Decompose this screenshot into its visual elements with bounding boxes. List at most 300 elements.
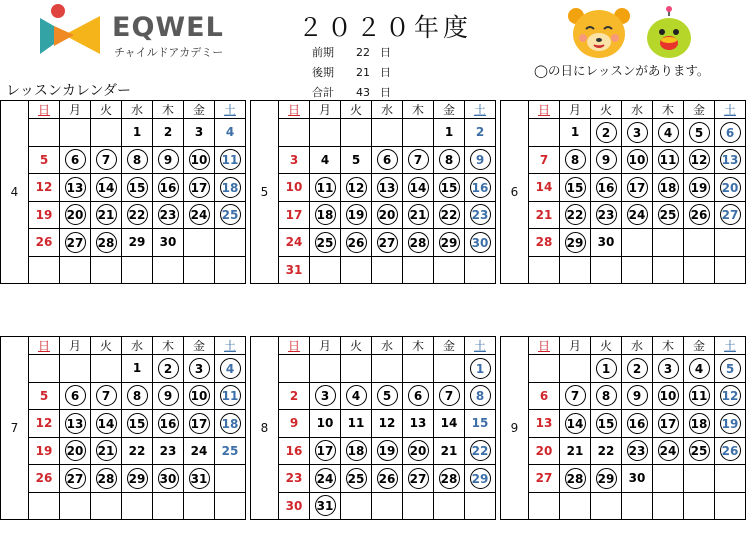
day-number: 30: [158, 468, 179, 489]
day-cell: [715, 201, 746, 229]
day-cell: [60, 465, 91, 493]
day-number: 22: [439, 204, 460, 225]
day-cell: [215, 256, 246, 284]
day-cell: [29, 119, 60, 147]
weekday-header: 金: [184, 337, 215, 355]
day-number: 6: [539, 388, 549, 403]
day-cell: [653, 492, 684, 520]
day-number: 17: [285, 207, 303, 222]
day-cell: [122, 492, 153, 520]
weekday-header: 土: [715, 337, 746, 355]
day-cell: [653, 355, 684, 383]
day-number: 17: [315, 440, 336, 461]
day-number: 9: [158, 149, 179, 170]
day-cell: [122, 119, 153, 147]
day-number: 2: [158, 358, 179, 379]
day-cell: [153, 229, 184, 257]
day-cell: [341, 382, 372, 410]
day-cell: [465, 174, 496, 202]
day-number: 20: [377, 204, 398, 225]
day-number: 11: [220, 149, 241, 170]
day-cell: [529, 119, 560, 147]
week-row: [251, 146, 496, 174]
week-row: [251, 256, 496, 284]
day-cell: [310, 382, 341, 410]
day-number: 6: [65, 149, 86, 170]
day-number: 17: [658, 413, 679, 434]
day-cell: [153, 174, 184, 202]
day-number: 1: [596, 358, 617, 379]
week-row: [1, 382, 246, 410]
day-cell: [215, 410, 246, 438]
day-cell: [279, 410, 310, 438]
day-cell: [279, 355, 310, 383]
week-row: [251, 201, 496, 229]
day-number: 26: [689, 204, 710, 225]
week-row: [501, 492, 746, 520]
day-cell: [560, 437, 591, 465]
day-cell: [622, 229, 653, 257]
day-number: 13: [535, 416, 553, 431]
day-cell: [591, 174, 622, 202]
day-number: 17: [189, 177, 210, 198]
weekday-header: 月: [60, 101, 91, 119]
day-number: 23: [470, 204, 491, 225]
day-number: 8: [127, 385, 148, 406]
day-number: 26: [720, 440, 741, 461]
day-cell: [341, 437, 372, 465]
week-row: [251, 229, 496, 257]
day-cell: [653, 410, 684, 438]
day-cell: [591, 256, 622, 284]
day-cell: [465, 355, 496, 383]
day-cell: [684, 119, 715, 147]
day-number: 11: [347, 416, 365, 431]
weekday-header: 金: [434, 337, 465, 355]
day-cell: [215, 119, 246, 147]
day-number: 3: [194, 125, 204, 140]
week-row: [501, 174, 746, 202]
day-cell: [29, 437, 60, 465]
day-cell: [153, 119, 184, 147]
brand-subtitle: チャイルドアカデミー: [114, 46, 224, 59]
day-number: 9: [470, 149, 491, 170]
day-cell: [372, 201, 403, 229]
day-number: 12: [35, 416, 53, 431]
day-cell: [372, 492, 403, 520]
day-number: 6: [720, 122, 741, 143]
day-cell: [279, 146, 310, 174]
week-row: [501, 382, 746, 410]
day-number: 26: [35, 471, 53, 486]
day-number: 8: [565, 149, 586, 170]
week-row: [1, 229, 246, 257]
day-number: 2: [475, 125, 485, 140]
day-number: 7: [565, 385, 586, 406]
day-cell: [215, 382, 246, 410]
day-cell: [560, 355, 591, 383]
day-cell: [184, 492, 215, 520]
day-number: 1: [570, 125, 580, 140]
day-cell: [184, 201, 215, 229]
day-cell: [310, 146, 341, 174]
day-cell: [622, 492, 653, 520]
day-cell: [341, 174, 372, 202]
day-number: 11: [315, 177, 336, 198]
weekday-header: 月: [60, 337, 91, 355]
day-cell: [591, 382, 622, 410]
day-cell: [341, 410, 372, 438]
day-cell: [622, 465, 653, 493]
day-cell: [153, 201, 184, 229]
day-cell: [60, 256, 91, 284]
bear-mascot-icon: [566, 2, 632, 60]
day-cell: [184, 437, 215, 465]
day-number: 27: [720, 204, 741, 225]
month-table-5: [250, 100, 496, 284]
day-cell: [684, 201, 715, 229]
day-cell: [434, 465, 465, 493]
week-row: [501, 201, 746, 229]
day-cell: [403, 437, 434, 465]
eqwel-logo: [34, 2, 106, 58]
day-number: 26: [346, 232, 367, 253]
day-cell: [279, 256, 310, 284]
weekday-header: 月: [560, 101, 591, 119]
day-cell: [529, 201, 560, 229]
day-cell: [434, 201, 465, 229]
day-number: 28: [439, 468, 460, 489]
day-number: 14: [440, 416, 458, 431]
day-number: 2: [289, 388, 299, 403]
day-number: 5: [720, 358, 741, 379]
day-cell: [715, 355, 746, 383]
day-cell: [403, 174, 434, 202]
day-number: 22: [565, 204, 586, 225]
day-number: 3: [627, 122, 648, 143]
day-number: 20: [65, 440, 86, 461]
day-number: 27: [408, 468, 429, 489]
day-number: 13: [720, 149, 741, 170]
day-cell: [29, 256, 60, 284]
day-number: 20: [408, 440, 429, 461]
day-number: 29: [439, 232, 460, 253]
weekday-header: 木: [653, 101, 684, 119]
day-cell: [122, 146, 153, 174]
day-number: 22: [470, 440, 491, 461]
weekday-header: 金: [684, 337, 715, 355]
day-number: 14: [408, 177, 429, 198]
day-cell: [29, 410, 60, 438]
day-cell: [310, 119, 341, 147]
day-cell: [591, 119, 622, 147]
day-number: 8: [470, 385, 491, 406]
day-cell: [91, 382, 122, 410]
day-cell: [715, 465, 746, 493]
day-cell: [279, 465, 310, 493]
week-row: [251, 437, 496, 465]
day-number: 12: [346, 177, 367, 198]
day-cell: [372, 119, 403, 147]
day-number: 19: [377, 440, 398, 461]
day-number: 13: [377, 177, 398, 198]
week-row: [1, 410, 246, 438]
day-cell: [122, 355, 153, 383]
day-number: 12: [689, 149, 710, 170]
day-number: 23: [627, 440, 648, 461]
day-cell: [341, 355, 372, 383]
day-cell: [372, 355, 403, 383]
day-number: 25: [315, 232, 336, 253]
day-number: 12: [35, 180, 53, 195]
day-number: 25: [220, 204, 241, 225]
weekday-header: 火: [91, 337, 122, 355]
day-cell: [403, 256, 434, 284]
weekday-header: 水: [622, 337, 653, 355]
day-cell: [560, 465, 591, 493]
day-number: 16: [470, 177, 491, 198]
day-number: 4: [689, 358, 710, 379]
day-cell: [184, 119, 215, 147]
day-cell: [560, 410, 591, 438]
week-row: [501, 256, 746, 284]
day-cell: [529, 174, 560, 202]
day-cell: [91, 119, 122, 147]
day-number: 23: [596, 204, 617, 225]
day-cell: [591, 146, 622, 174]
weekday-header: 土: [465, 101, 496, 119]
day-cell: [684, 229, 715, 257]
day-cell: [310, 465, 341, 493]
day-cell: [465, 229, 496, 257]
day-cell: [122, 256, 153, 284]
day-cell: [372, 174, 403, 202]
day-cell: [279, 382, 310, 410]
day-cell: [465, 256, 496, 284]
month-table-8: [250, 336, 496, 520]
week-row: [251, 492, 496, 520]
day-cell: [153, 256, 184, 284]
day-number: 9: [596, 149, 617, 170]
day-number: 30: [597, 235, 615, 250]
stat-total: 合計 43 日: [312, 86, 391, 99]
day-cell: [372, 256, 403, 284]
day-cell: [279, 174, 310, 202]
day-number: 28: [96, 232, 117, 253]
day-cell: [403, 492, 434, 520]
day-cell: [91, 229, 122, 257]
day-cell: [403, 355, 434, 383]
day-cell: [310, 201, 341, 229]
day-number: 4: [320, 152, 330, 167]
month-label: 4: [1, 101, 29, 284]
day-number: 16: [596, 177, 617, 198]
week-row: [251, 382, 496, 410]
day-number: 9: [289, 416, 299, 431]
day-cell: [215, 355, 246, 383]
weekday-header: 木: [153, 337, 184, 355]
day-cell: [153, 410, 184, 438]
calendar-title: レッスンカレンダー: [6, 83, 131, 99]
day-cell: [529, 256, 560, 284]
day-cell: [622, 410, 653, 438]
weekday-header: 火: [341, 337, 372, 355]
day-number: 18: [315, 204, 336, 225]
day-cell: [715, 492, 746, 520]
day-number: 22: [128, 443, 146, 458]
weekday-header: 水: [122, 101, 153, 119]
day-cell: [184, 146, 215, 174]
day-cell: [153, 492, 184, 520]
day-cell: [122, 410, 153, 438]
week-row: [1, 437, 246, 465]
day-cell: [153, 465, 184, 493]
day-number: 15: [439, 177, 460, 198]
day-number: 15: [471, 416, 489, 431]
weekday-header: 金: [434, 101, 465, 119]
day-cell: [560, 492, 591, 520]
day-cell: [684, 492, 715, 520]
day-cell: [465, 382, 496, 410]
day-cell: [622, 256, 653, 284]
day-cell: [591, 229, 622, 257]
day-cell: [153, 146, 184, 174]
day-number: 9: [158, 385, 179, 406]
day-cell: [372, 146, 403, 174]
day-cell: [434, 382, 465, 410]
day-cell: [591, 201, 622, 229]
day-cell: [122, 201, 153, 229]
day-number: 29: [565, 232, 586, 253]
day-cell: [529, 492, 560, 520]
day-cell: [122, 382, 153, 410]
day-number: 9: [627, 385, 648, 406]
day-cell: [91, 437, 122, 465]
day-cell: [91, 174, 122, 202]
day-number: 3: [189, 358, 210, 379]
day-cell: [465, 437, 496, 465]
weekday-header: 日: [29, 101, 60, 119]
day-number: 4: [220, 358, 241, 379]
day-cell: [560, 201, 591, 229]
day-number: 31: [189, 468, 210, 489]
day-cell: [279, 201, 310, 229]
day-number: 19: [35, 207, 53, 222]
day-cell: [434, 174, 465, 202]
day-number: 1: [132, 125, 142, 140]
day-number: 24: [189, 204, 210, 225]
day-cell: [684, 410, 715, 438]
day-cell: [60, 492, 91, 520]
day-cell: [29, 201, 60, 229]
day-cell: [715, 146, 746, 174]
day-number: 29: [596, 468, 617, 489]
day-number: 1: [470, 358, 491, 379]
week-row: [251, 174, 496, 202]
day-number: 20: [65, 204, 86, 225]
day-number: 27: [65, 232, 86, 253]
day-number: 25: [346, 468, 367, 489]
day-cell: [529, 465, 560, 493]
day-cell: [715, 256, 746, 284]
day-cell: [465, 492, 496, 520]
day-cell: [122, 174, 153, 202]
weekday-header: 木: [403, 101, 434, 119]
day-cell: [60, 382, 91, 410]
day-cell: [122, 437, 153, 465]
day-number: 5: [377, 385, 398, 406]
day-number: 12: [720, 385, 741, 406]
day-cell: [684, 437, 715, 465]
weekday-header: 水: [372, 101, 403, 119]
day-cell: [653, 119, 684, 147]
day-cell: [653, 229, 684, 257]
day-cell: [653, 465, 684, 493]
day-number: 28: [535, 235, 553, 250]
day-cell: [591, 437, 622, 465]
day-number: 27: [535, 471, 553, 486]
day-cell: [29, 465, 60, 493]
weekday-header: 日: [279, 101, 310, 119]
day-number: 4: [225, 125, 235, 140]
day-cell: [622, 437, 653, 465]
day-number: 30: [159, 235, 177, 250]
week-row: [501, 465, 746, 493]
week-row: [251, 355, 496, 383]
day-cell: [529, 355, 560, 383]
day-cell: [184, 355, 215, 383]
day-number: 6: [65, 385, 86, 406]
weekday-header: 金: [684, 101, 715, 119]
day-cell: [184, 174, 215, 202]
day-cell: [279, 492, 310, 520]
weekday-header: 月: [560, 337, 591, 355]
day-cell: [560, 229, 591, 257]
day-cell: [310, 410, 341, 438]
day-cell: [372, 410, 403, 438]
day-number: 3: [658, 358, 679, 379]
week-row: [251, 119, 496, 147]
day-cell: [310, 355, 341, 383]
day-number: 10: [316, 416, 334, 431]
lesson-note: ◯の日にレッスンがあります。: [534, 63, 710, 78]
day-number: 23: [159, 443, 177, 458]
day-number: 7: [96, 149, 117, 170]
day-number: 23: [285, 471, 303, 486]
day-cell: [341, 256, 372, 284]
day-number: 29: [470, 468, 491, 489]
day-cell: [29, 492, 60, 520]
day-cell: [153, 382, 184, 410]
week-row: [1, 355, 246, 383]
day-cell: [560, 256, 591, 284]
day-cell: [434, 437, 465, 465]
weekday-header: 火: [341, 101, 372, 119]
day-cell: [310, 174, 341, 202]
day-number: 18: [346, 440, 367, 461]
day-number: 20: [535, 443, 553, 458]
day-number: 3: [315, 385, 336, 406]
day-number: 24: [658, 440, 679, 461]
day-cell: [403, 410, 434, 438]
day-cell: [153, 437, 184, 465]
day-cell: [622, 174, 653, 202]
weekday-header: 日: [529, 101, 560, 119]
day-number: 7: [408, 149, 429, 170]
day-number: 16: [158, 413, 179, 434]
month-table-9: [500, 336, 746, 520]
week-row: [501, 437, 746, 465]
